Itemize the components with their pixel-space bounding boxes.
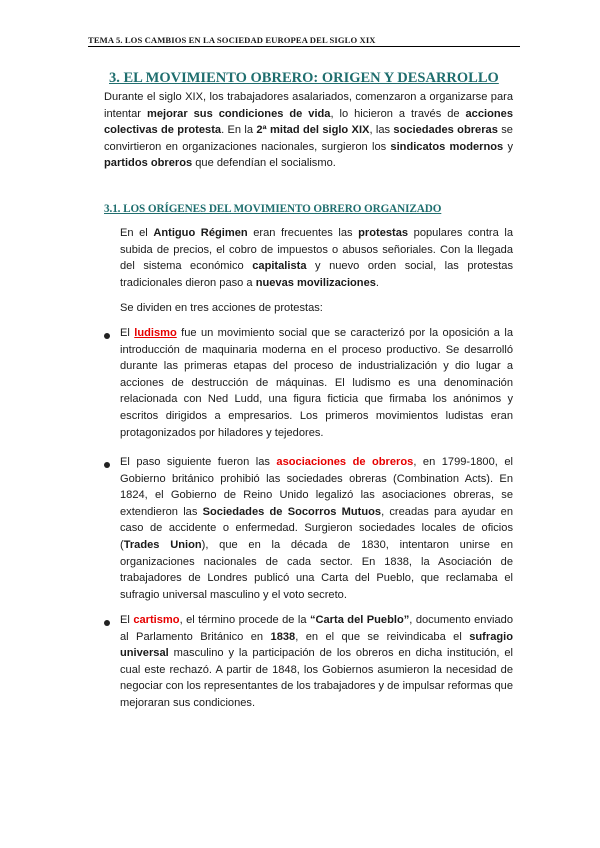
subsection-heading: 3.1. LOS ORÍGENES DEL MOVIMIENTO OBRERO ORGANIZADO xyxy=(104,203,442,215)
bullet-asociaciones: El paso siguiente fueron las asociaciones de obreros, en 1799-1800, el Gobierno británico prohibió las sociedades obreras (Combination Acts). En 1824, el Gobierno de Reino Unido legalizó las asociaciones obreras, se extendieron las Sociedades de Socorros Mutuos, creadas para ayudar en caso de accidente o enfermedad. Surgieron sociedades locales de oficios (Trades Union), que en la década de 1830, intentaron unirse en organizaciones nacionales de cada sector. En 1838, la Asociación de trabajadores de Londres publicó una Carta del Pueblo, que reclamaba el sufragio universal masculino y el voto secreto. xyxy=(120,456,513,601)
running-header: TEMA 5. LOS CAMBIOS EN LA SOCIEDAD EUROPEA DEL SIGLO XIX xyxy=(88,35,520,47)
term-asociaciones: asociaciones de obreros xyxy=(276,456,414,468)
intro-paragraph: Durante el siglo XIX, los trabajadores asalariados, comenzaron a organizarse para intentar mejorar sus condiciones de vida, lo hicieron a través de acciones colectivas de protesta. En la 2ª mitad del siglo XIX, las sociedades obreras se convirtieron en organizaciones nacionales, surgieron los sindicatos modernos y partidos obreros que defendían el socialismo. xyxy=(104,91,513,170)
bullet-ludismo: El ludismo fue un movimiento social que se caracterizó por la oposición a la introducción de maquinaria moderna en el proceso productivo. Se desarrolló durante las primeras etapas del proceso de industrialización y dio lugar a acciones de destrucción de máquinas. El ludismo es una denominación relacionada con Ned Ludd, una figura ficticia que firmaba los anónimos y escritos dirigidos a empresarios. Los primeros movimientos ludistas eran protagonizados por hiladores y tejedores. xyxy=(120,327,513,439)
origins-paragraph: En el Antiguo Régimen eran frecuentes las protestas populares contra la subida de precios, el cobro de impuestos o abusos señoriales. Con la llegada del sistema económico capitalista y nuevo orden social, las protestas tradicionales dieron paso a nuevas movilizaciones. xyxy=(120,227,514,289)
bullet-cartismo: El cartismo, el término procede de la “Carta del Pueblo”, documento enviado al Parlamento Británico en 1838, en el que se reivindicaba el sufragio universal masculino y la participación de los obreros en dicha institución, el cual este rechazó. A partir de 1848, los Gobiernos asumieron la necesidad de negociar con los representantes de los trabajadores y de impulsar reformas que mejoraran sus condiciones. xyxy=(120,614,513,709)
bullet-dot xyxy=(104,462,110,468)
bullet-dot xyxy=(104,620,110,626)
term-cartismo: cartismo xyxy=(133,614,180,626)
bullet-dot xyxy=(104,333,110,339)
section-heading: 3. EL MOVIMIENTO OBRERO: ORIGEN Y DESARROLLO xyxy=(109,70,499,86)
term-ludismo: ludismo xyxy=(134,327,177,339)
divide-text: Se dividen en tres acciones de protestas: xyxy=(120,302,323,314)
